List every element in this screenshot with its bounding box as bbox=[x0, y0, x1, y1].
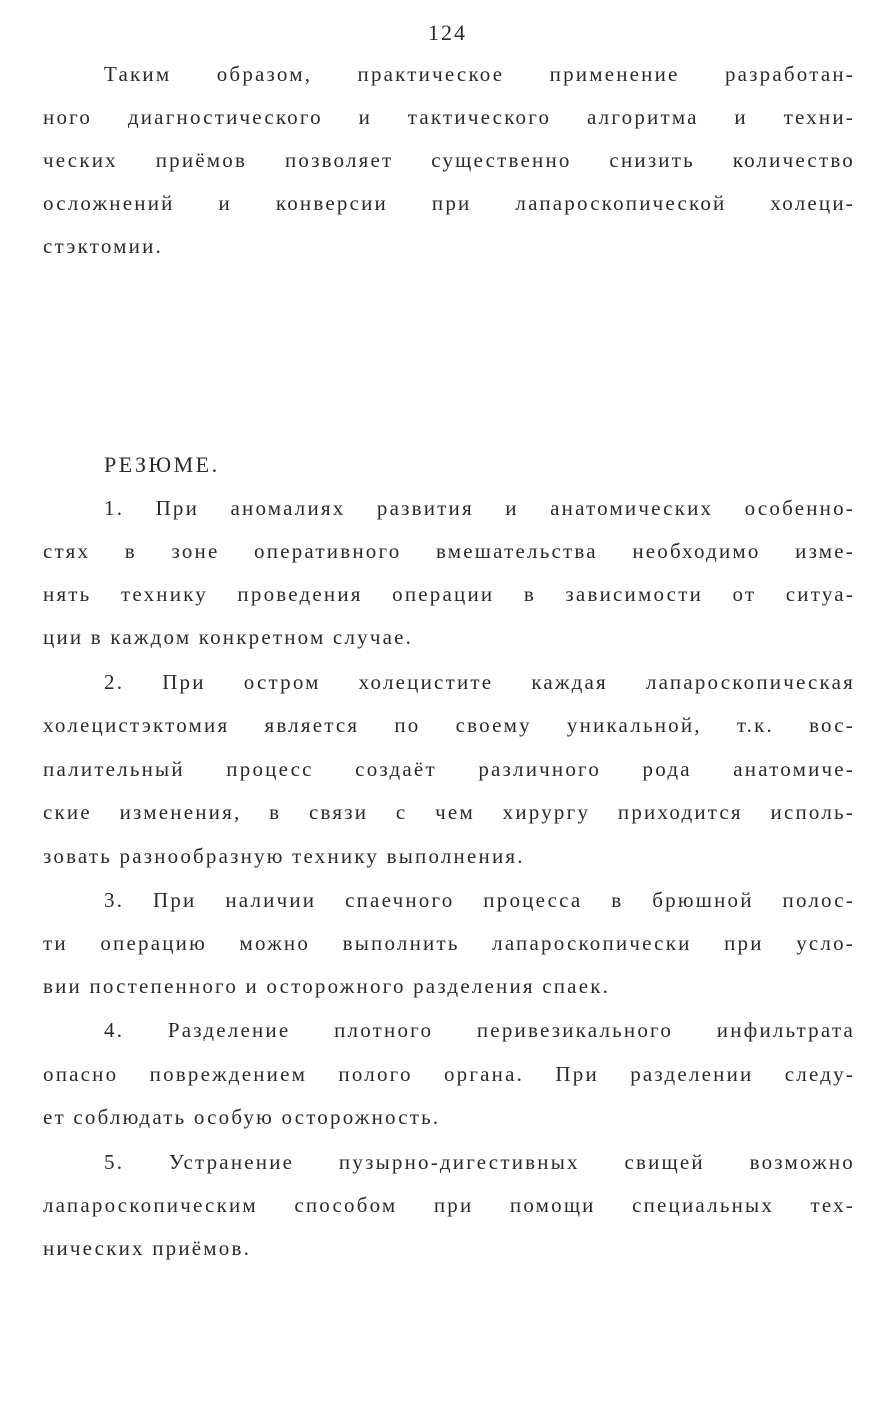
text-line: вии постепенного и осторожного разделения спаек. bbox=[43, 974, 611, 998]
text-line: стях в зоне оперативного вмешательства необходимо изме- bbox=[43, 539, 855, 563]
text-line: 2. При остром холецистите каждая лапароскопическая bbox=[104, 670, 855, 694]
text-line: осложнений и конверсии при лапароскопической холеци- bbox=[43, 191, 855, 215]
text-line: ного диагностического и тактического алгоритма и техни- bbox=[43, 105, 855, 129]
text-line: 3. При наличии спаечного процесса в брюшной полос- bbox=[104, 888, 855, 912]
text-line: 4. Разделение плотного перивезикального инфильтрата bbox=[104, 1018, 855, 1042]
text-line: Таким образом, практическое применение разработан- bbox=[104, 62, 855, 86]
summary-heading: РЕЗЮМЕ. bbox=[104, 452, 220, 477]
text-line: лапароскопическим способом при помощи специальных тех- bbox=[43, 1193, 855, 1217]
text-line: ти операцию можно выполнить лапароскопически при усло- bbox=[43, 931, 855, 955]
page-number: 124 bbox=[428, 20, 467, 45]
text-line: зовать разнообразную технику выполнения. bbox=[43, 844, 525, 868]
text-line: опасно повреждением полого органа. При разделении следу- bbox=[43, 1062, 855, 1086]
text-line: ции в каждом конкретном случае. bbox=[43, 625, 414, 649]
text-line: нических приёмов. bbox=[43, 1236, 252, 1260]
text-line: стэктомии. bbox=[43, 234, 163, 258]
text-line: ет соблюдать особую осторожность. bbox=[43, 1105, 441, 1129]
text-line: 5. Устранение пузырно-дигестивных свищей возможно bbox=[104, 1150, 855, 1174]
text-line: холецистэктомия является по своему уникальной, т.к. вос- bbox=[43, 713, 855, 737]
text-line: 1. При аномалиях развития и анатомических особенно- bbox=[104, 496, 855, 520]
text-line: ческих приёмов позволяет существенно снизить количество bbox=[43, 148, 855, 172]
text-line: ские изменения, в связи с чем хирургу приходится исполь- bbox=[43, 800, 855, 824]
text-line: нять технику проведения операции в зависимости от ситуа- bbox=[43, 582, 855, 606]
text-line: палительный процесс создаёт различного рода анатомиче- bbox=[43, 757, 855, 781]
